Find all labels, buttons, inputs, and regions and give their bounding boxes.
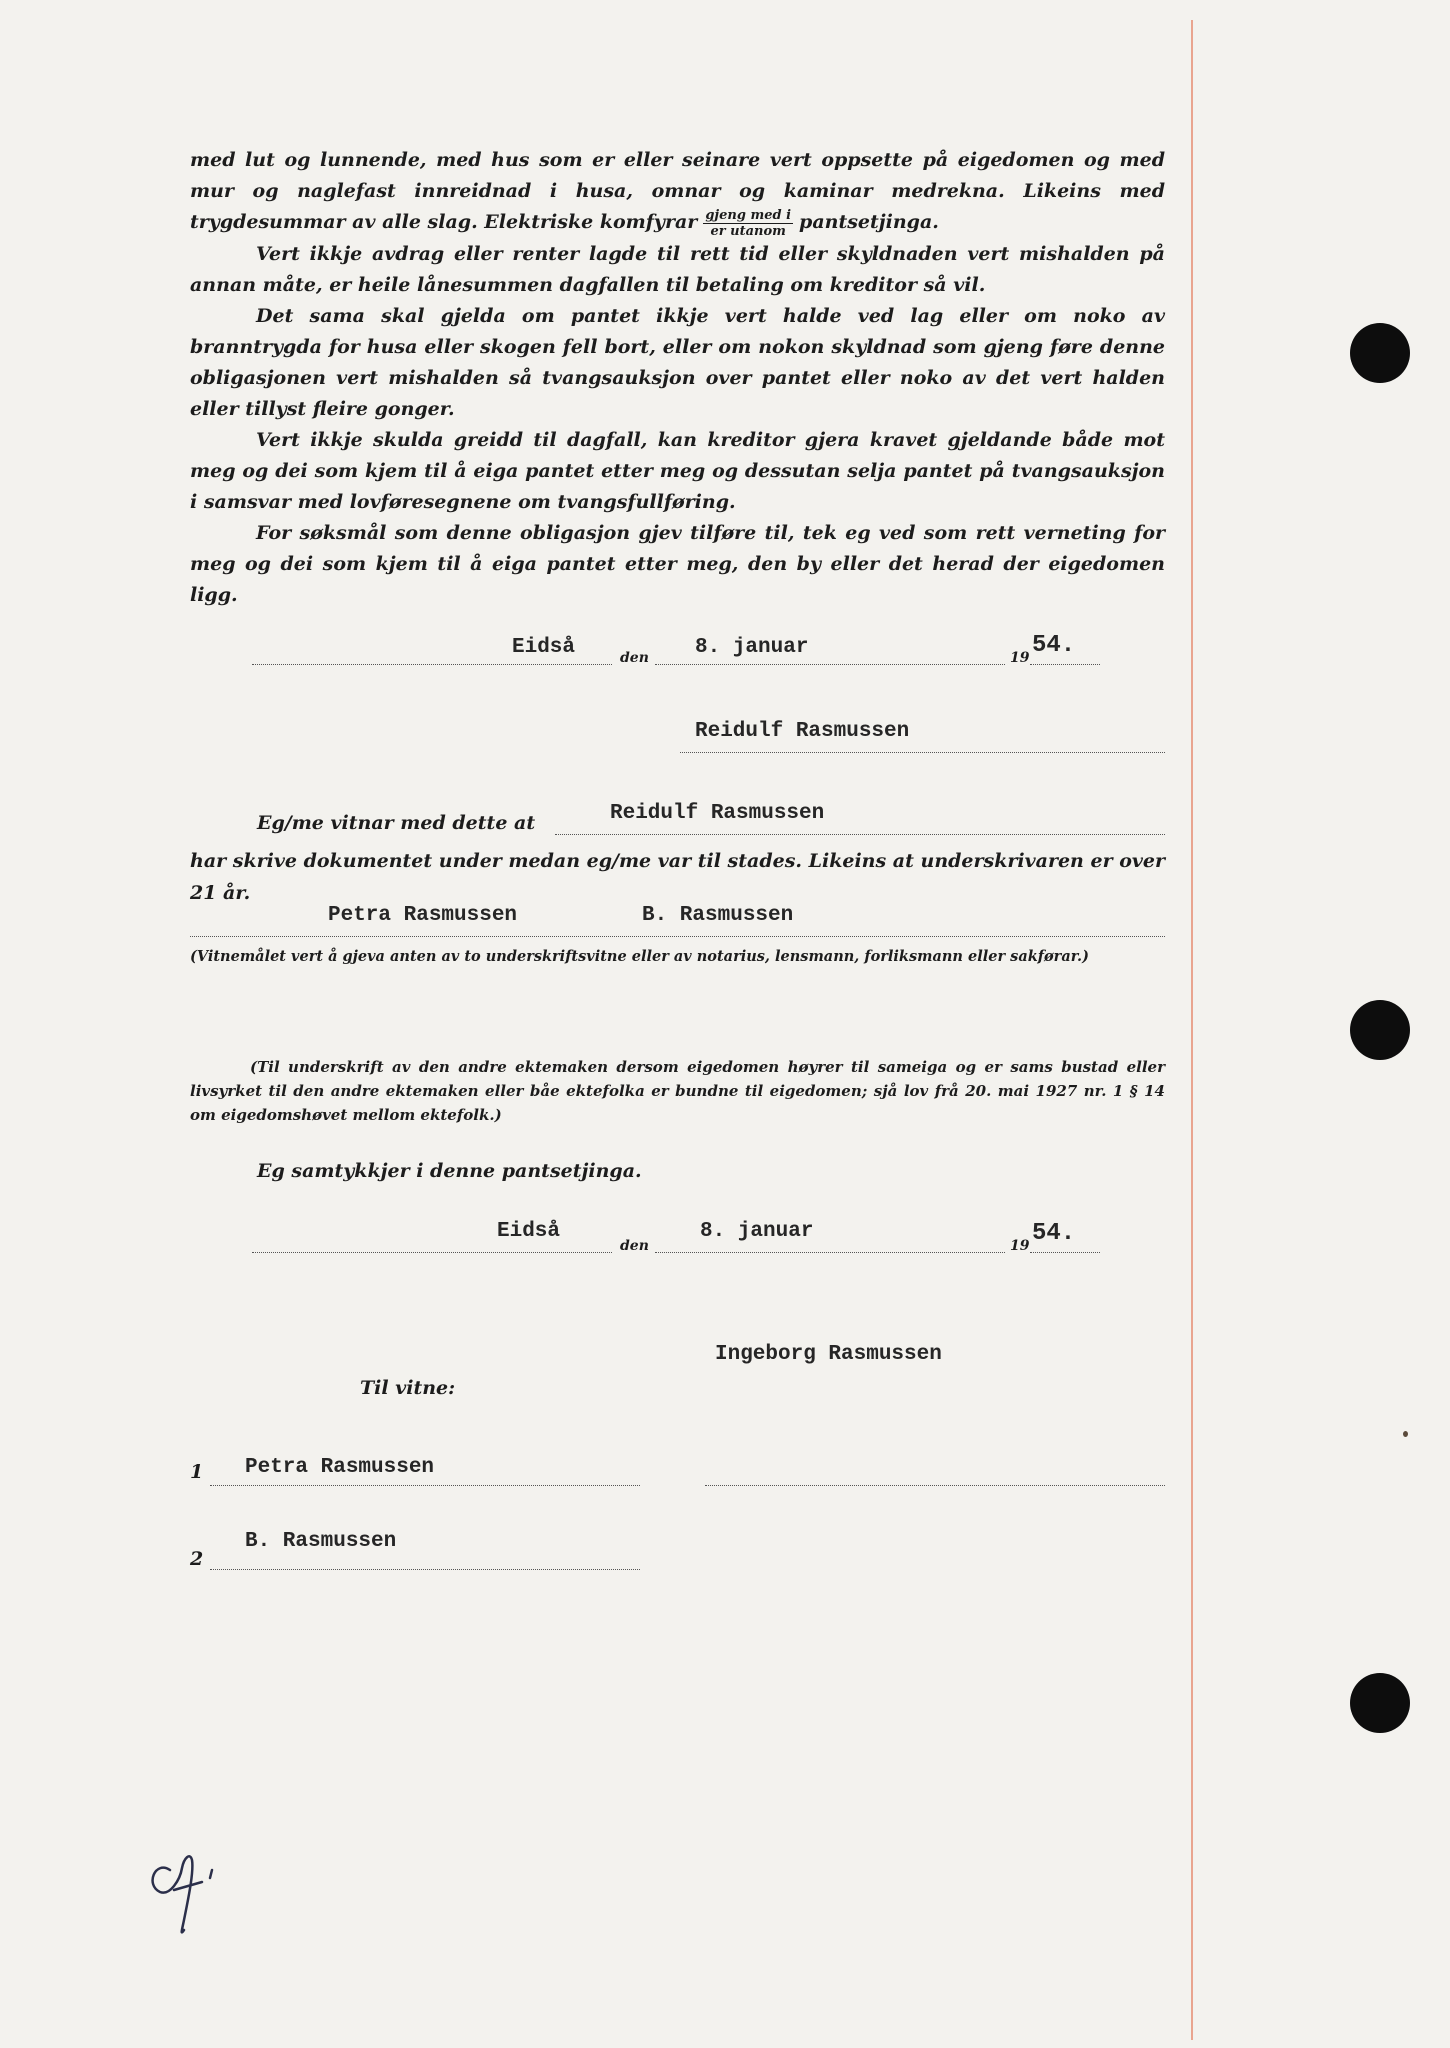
signature-name: Reidulf Rasmussen	[695, 720, 910, 743]
date-text: 8. januar	[695, 636, 809, 659]
witness-name: B. Rasmussen	[245, 1530, 397, 1553]
handwritten-mark-icon	[140, 1830, 260, 1940]
signature-line	[680, 752, 1165, 753]
witness-statement: har skrive dokumentet under medan eg/me var til stades. Likeins at underskrivaren er over 21 år.	[190, 850, 1166, 904]
year-prefix: 19	[1010, 650, 1030, 666]
den-label: den	[620, 650, 649, 666]
witness-subject-name: Reidulf Rasmussen	[610, 802, 825, 825]
punch-hole	[1350, 323, 1410, 383]
year-text: 54.	[1032, 1220, 1076, 1247]
punch-hole	[1350, 1673, 1410, 1733]
year-text: 54.	[1032, 632, 1076, 659]
dotted-line	[252, 664, 612, 665]
witness-number: 2	[190, 1548, 204, 1570]
signature-line	[705, 1485, 1165, 1486]
witness-intro: Eg/me vitnar med dette at	[257, 812, 536, 834]
witness-signature: B. Rasmussen	[642, 904, 794, 927]
fraction: $\frac{\text{gjeng med i}}{\text{er utanom}}$	[705, 207, 792, 239]
signature-line	[210, 1485, 640, 1486]
body-text	[190, 145, 1165, 611]
witness-number: 1	[190, 1461, 204, 1483]
dotted-line	[1030, 664, 1100, 665]
paragraph-2: Vert ikkje avdrag eller renter lagde til rett tid eller skyldnaden vert mishalden på annan måte, er heile lånesummen dagfallen til betaling om kreditor så vil.	[190, 242, 1165, 296]
dotted-line	[655, 664, 1005, 665]
witness-signature: Petra Rasmussen	[328, 904, 518, 927]
dotted-line	[1030, 1252, 1100, 1253]
place-text: Eidså	[497, 1220, 561, 1243]
signature-line	[210, 1569, 640, 1570]
signature-line	[190, 936, 1165, 937]
consent-text: Eg samtykkjer i denne pantsetjinga.	[257, 1160, 642, 1182]
punch-hole	[1350, 1000, 1410, 1060]
signature-name: Ingeborg Rasmussen	[715, 1343, 942, 1366]
witness-note: (Vitnemålet vert å gjeva anten av to underskriftsvitne eller av notarius, lensmann, forliksmann eller sakførar.)	[190, 948, 1089, 965]
til-vitne-label: Til vitne:	[360, 1377, 456, 1399]
den-label: den	[620, 1238, 649, 1254]
dotted-line	[655, 1252, 1005, 1253]
spouse-note: (Til underskrift av den andre ektemaken dersom eigedomen høyrer til sameiga og er sams bustad eller livsyrket til den andre ektemaken eller båe ektefolka er bundne til eigedomen; sjå lov frå 20. mai 1927 nr. 1 § 14 om eigedomshøvet mellom ektefolk.)	[190, 1058, 1165, 1124]
paragraph-5: For søksmål som denne obligasjon gjev tilføre til, tek eg ved som rett verneting for meg og dei som kjem til å eiga pantet etter meg, den by eller det herad der eigedomen ligg.	[190, 521, 1165, 606]
date-text: 8. januar	[700, 1220, 814, 1243]
dotted-line	[555, 834, 1165, 835]
place-text: Eidså	[512, 636, 576, 659]
dotted-line	[252, 1252, 612, 1253]
paragraph-1: med lut og lunnende, med hus som er eller seinare vert oppsette på eigedomen og med mur og naglefast innreidnad i husa, omnar og kaminar medrekna. Likeins med trygdesummar av alle slag. Elektriske komfyrar $\frac{\text{gjeng med i}}{\text{er utanom}}$ pantsetjinga.	[190, 149, 1165, 239]
year-prefix: 19	[1010, 1238, 1030, 1254]
speck	[1403, 1431, 1408, 1437]
margin-line	[1191, 20, 1193, 2040]
witness-name: Petra Rasmussen	[245, 1456, 435, 1479]
paragraph-3: Det sama skal gjelda om pantet ikkje vert halde ved lag eller om noko av branntrygda for husa eller skogen fell bort, eller om nokon skyldnad som gjeng føre denne obligasjonen vert mishalden så tvangsauksjon over pantet eller noko av det vert halden eller tillyst fleire gonger.	[190, 304, 1165, 420]
paragraph-4: Vert ikkje skulda greidd til dagfall, kan kreditor gjera kravet gjeldande både mot meg og dei som kjem til å eiga pantet etter meg og dessutan selja pantet på tvangsauksjon i samsvar med lovføresegnene om tvangsfullføring.	[190, 428, 1165, 513]
